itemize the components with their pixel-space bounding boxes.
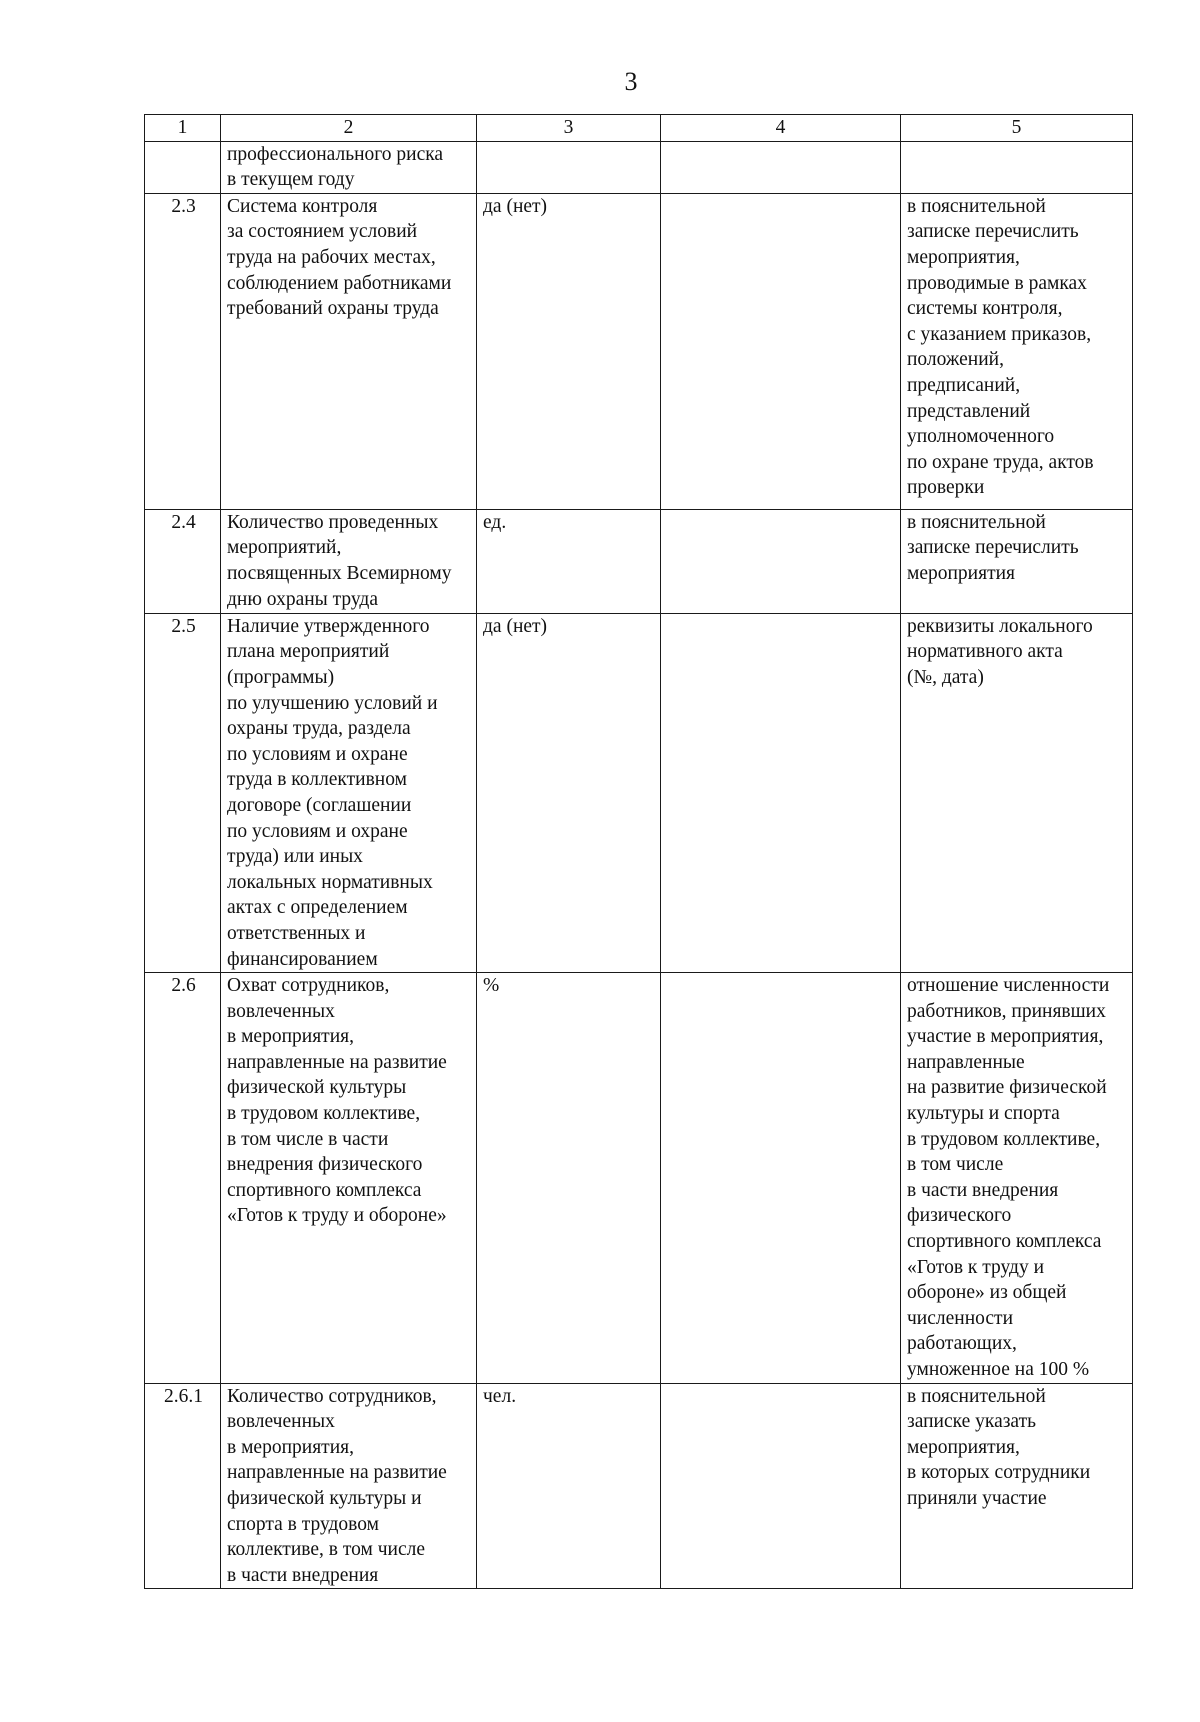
indicator-description-cell [221,613,477,972]
indicator-description-cell [221,973,477,1384]
note-line: (№, дата) [907,666,984,688]
note-line: записке указать [907,1411,1036,1433]
description-line: труда на рабочих местах, [227,246,436,268]
unit-cell: да (нет) [477,193,661,509]
note-line: положений, [907,349,1004,371]
note-line: в которых сотрудники [907,1462,1091,1484]
note-line: в пояснительной [907,1385,1046,1407]
column-header: 1 [145,115,221,142]
unit-cell: % [477,973,661,1384]
note-line: спортивного комплекса [907,1231,1102,1253]
indicator-description-cell [221,141,477,193]
description-line: в мероприятия, [227,1436,354,1458]
unit-cell: ед. [477,509,661,613]
note-line: в пояснительной [907,511,1046,533]
note-line: системы контроля, [907,298,1063,320]
indicators-table [144,114,1133,1589]
note-line: культуры и спорта [907,1103,1060,1125]
column-header: 2 [221,115,477,142]
column-header: 5 [901,115,1133,142]
unit-cell [477,141,661,193]
description-line: в текущем году [227,169,355,191]
note-line: с указанием приказов, [907,323,1092,345]
indicator-description-cell [221,193,477,509]
description-line: соблюдением работниками [227,272,452,294]
description-line: вовлеченных [227,1411,335,1433]
description-line: мероприятий, [227,537,342,559]
description-line: по условиям и охране [227,820,408,842]
description-line: Наличие утвержденного [227,615,430,637]
description-line: физической культуры [227,1077,407,1099]
description-line: профессионального риска [227,143,444,165]
description-line: в части внедрения [227,1564,379,1586]
note-line: представлений [907,400,1031,422]
unit-cell: да (нет) [477,613,661,972]
value-cell [661,1383,901,1589]
description-line: локальных нормативных [227,871,433,893]
note-line: проводимые в рамках [907,272,1087,294]
note-line: проверки [907,477,985,499]
description-line: Количество сотрудников, [227,1385,437,1407]
description-line: актах с определением [227,897,408,919]
note-cell [901,193,1133,509]
column-header: 3 [477,115,661,142]
value-cell [661,141,901,193]
row-number-cell: 2.6.1 [145,1383,221,1589]
note-line: работающих, [907,1333,1017,1355]
value-cell [661,509,901,613]
description-line: посвященных Всемирному [227,562,452,584]
description-line: вовлеченных [227,1000,335,1022]
description-line: Количество проведенных [227,511,439,533]
note-line: физического [907,1205,1012,1227]
page-number: 3 [624,67,638,96]
description-line: финансированием [227,948,378,970]
value-cell [661,973,901,1384]
description-line: ответственных и [227,922,366,944]
row-number-cell [145,141,221,193]
note-line: в части внедрения [907,1179,1059,1201]
note-line: уполномоченного [907,426,1055,448]
note-line: работников, принявших [907,1000,1106,1022]
note-line: обороне» из общей [907,1282,1067,1304]
table-row [145,613,1133,972]
description-line: по условиям и охране [227,743,408,765]
value-cell [661,193,901,509]
description-line: требований охраны труда [227,298,439,320]
description-line: направленные на развитие [227,1051,447,1073]
note-line: в трудовом коллективе, [907,1128,1101,1150]
note-line: численности [907,1307,1014,1329]
note-line: записке перечислить [907,221,1079,243]
description-line: спорта в трудовом [227,1513,379,1535]
note-cell [901,141,1133,193]
note-line: участие в мероприятия, [907,1026,1104,1048]
note-line: предписаний, [907,374,1021,396]
description-line: за состоянием условий [227,221,418,243]
indicator-description-cell [221,509,477,613]
table-row [145,1383,1133,1589]
note-line: записке перечислить [907,537,1079,559]
description-line: Система контроля [227,195,378,217]
description-line: в мероприятия, [227,1026,354,1048]
note-line: нормативного акта [907,641,1063,663]
description-line: коллективе, в том числе [227,1539,425,1561]
note-cell [901,613,1133,972]
note-cell [901,1383,1133,1589]
description-line: Охват сотрудников, [227,975,390,997]
description-line: «Готов к труду и обороне» [227,1205,447,1227]
description-line: дню охраны труда [227,588,378,610]
note-cell [901,973,1133,1384]
description-line: внедрения физического [227,1154,423,1176]
value-cell [661,613,901,972]
note-line: по охране труда, актов [907,451,1094,473]
table-row [145,193,1133,509]
row-number-cell: 2.3 [145,193,221,509]
note-line: мероприятия, [907,246,1020,268]
row-number-cell: 2.4 [145,509,221,613]
description-line: направленные на развитие [227,1462,447,1484]
unit-cell: чел. [477,1383,661,1589]
table-row [145,509,1133,613]
note-line: реквизиты локального [907,615,1093,637]
description-line: плана мероприятий [227,641,390,663]
description-line: охраны труда, раздела [227,718,411,740]
table-row [145,141,1133,193]
description-line: спортивного комплекса [227,1179,422,1201]
description-line: по улучшению условий и [227,692,438,714]
note-line: в том числе [907,1154,1004,1176]
table-body [145,141,1133,1589]
column-header: 4 [661,115,901,142]
table-header-row [145,115,1133,142]
row-number-cell: 2.5 [145,613,221,972]
description-line: (программы) [227,666,335,688]
row-number-cell: 2.6 [145,973,221,1384]
indicator-description-cell [221,1383,477,1589]
note-line: отношение численности [907,975,1110,997]
description-line: договоре (соглашении [227,794,412,816]
note-line: в пояснительной [907,195,1046,217]
note-line: мероприятия, [907,1436,1020,1458]
description-line: в том числе в части [227,1128,389,1150]
description-line: в трудовом коллективе, [227,1103,421,1125]
note-line: умноженное на 100 % [907,1359,1090,1380]
note-line: «Готов к труду и [907,1256,1045,1278]
note-line: на развитие физической [907,1077,1107,1099]
table-row [145,973,1133,1384]
description-line: труда) или иных [227,846,363,868]
description-line: труда в коллективном [227,769,407,791]
note-line: направленные [907,1051,1025,1073]
note-line: мероприятия [907,562,1016,584]
description-line: физической культуры и [227,1487,422,1509]
note-line: приняли участие [907,1487,1047,1509]
note-cell [901,509,1133,613]
